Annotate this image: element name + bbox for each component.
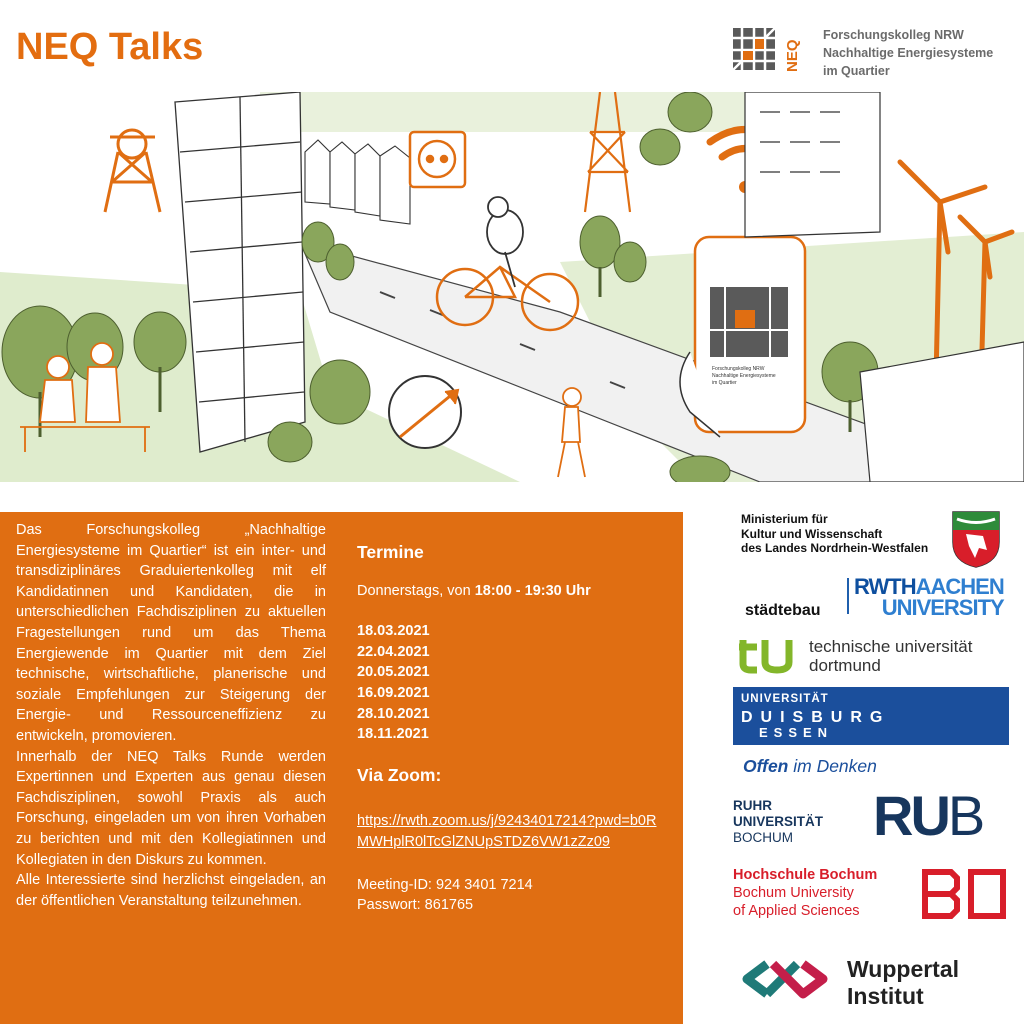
date-item: 22.04.2021	[357, 643, 430, 660]
rwth-aachen: AACHEN	[915, 574, 1004, 599]
hsbo-line-1: Hochschule Bochum	[733, 867, 878, 883]
date-item: 28.10.2021	[357, 705, 430, 722]
magnifier-icon	[389, 376, 461, 448]
ude-slogan-a: Offen	[743, 756, 789, 776]
rub-wordmark	[873, 784, 983, 847]
wuppertal-line-2: Institut	[847, 983, 924, 1009]
schedule-prefix: Donnerstags, von	[357, 582, 475, 599]
rub-line-1: RUHR	[733, 798, 772, 813]
info-panel	[0, 512, 683, 1024]
neq-mark-text: NEQ	[784, 39, 801, 72]
rub-line-3: BOCHUM	[733, 830, 793, 845]
date-item: 18.11.2021	[357, 726, 429, 743]
schedule-time: 18:00 - 19:30 Uhr	[474, 582, 591, 599]
ministry-logo-text	[741, 512, 928, 556]
org-line-2: Nachhaltige Energiesysteme	[823, 46, 994, 60]
hero-illustration	[0, 92, 1024, 482]
wuppertal-line-1: Wuppertal	[847, 956, 960, 982]
rwth-word: RWTH	[854, 574, 916, 599]
rub-line-2: UNIVERSITÄT	[733, 814, 824, 829]
page-title: NEQ Talks	[16, 26, 204, 68]
hsbo-line-3: of Applied Sciences	[733, 903, 860, 919]
zoom-heading: Via Zoom:	[357, 764, 442, 785]
staedtebau-label: städtebau	[745, 602, 821, 619]
power-socket-icon	[410, 132, 465, 187]
meeting-id: Meeting-ID: 924 3401 7214	[357, 876, 533, 893]
rub-wordmark-a: RU	[873, 784, 948, 847]
partner-logos	[683, 482, 1024, 1024]
meeting-password: Passwort: 861765	[357, 897, 474, 914]
rwth-divider	[847, 578, 849, 614]
phone-card-line-3: im Quartier	[712, 380, 737, 386]
tu-dortmund-icon	[739, 634, 797, 674]
houses	[305, 140, 410, 224]
rwth-university: UNIVERSITY	[881, 595, 1004, 620]
smartphone-icon	[680, 237, 805, 437]
mining-tower	[105, 130, 160, 212]
hsbo-bo-icon	[921, 868, 1007, 920]
schedule-column	[357, 542, 667, 916]
date-item: 18.03.2021	[357, 623, 430, 640]
hsbo-logo-text	[733, 866, 877, 920]
neq-grid-icon	[733, 28, 775, 70]
org-name	[823, 26, 993, 80]
termine-heading: Termine	[357, 542, 424, 562]
org-line-1: Forschungskolleg NRW	[823, 28, 964, 42]
ude-top-text: UNIVERSITÄT	[741, 693, 829, 705]
date-item: 20.05.2021	[357, 664, 430, 681]
wuppertal-institut-text	[847, 956, 959, 1010]
date-list	[357, 621, 667, 745]
hsbo-line-2: Bochum University	[733, 885, 854, 901]
tu-dortmund-text	[809, 637, 972, 675]
ude-logo	[733, 687, 1009, 745]
tu-line-2: dortmund	[809, 656, 881, 675]
phone-card-line-1: Forschungskolleg NRW	[712, 366, 765, 372]
rub-logo-text	[733, 798, 823, 846]
date-item: 16.09.2021	[357, 684, 430, 701]
intro-text	[16, 520, 326, 911]
zoom-link[interactable]: https://rwth.zoom.us/j/92434017214?pwd=b0RMWHplR0lTcGlZNUpSTDZ6VW1zZz09	[357, 813, 657, 850]
intro-paragraph-2: Innerhalb der NEQ Talks Runde werden Expertinnen und Experten aus genau diesen Fachdisziplinen, sowohl Praxis als auch Forschung, eingeladen um von ihren Vorhaben zu berichten und mit den Kollegiatinnen und Kollegiaten in den Diskurs zu kommen.	[16, 748, 326, 868]
org-line-3: im Quartier	[823, 64, 890, 78]
ministry-line-1: Ministerium für	[741, 512, 828, 526]
rwth-logo	[854, 576, 1004, 618]
intro-paragraph-3: Alle Interessierte sind herzlichst eingeladen, an der öffentlichen Veranstaltung teilzunehmen.	[16, 872, 326, 909]
intro-paragraph-1: Das Forschungskolleg „Nachhaltige Energiesysteme im Quartier“ ist ein inter- und transdiziplinäres Graduiertenkolleg mit elf Kandidatinnen und Kandidaten, die in unterschiedlichen Fachdisziplinen zu aktuellen Fragestellungen rund um das Thema Energiewende im Quartier mit dem Ziel technische, wirtschaftliche, planerische und soziale Empfehlungen zur Steigerung der Energie- und Ressourceneffizienz zu entwickeln, promovieren.	[16, 522, 326, 744]
schedule-line	[357, 581, 667, 602]
neq-logo	[733, 26, 809, 76]
ude-slogan-b: im Denken	[788, 756, 877, 776]
ude-mid-text: DUISBURG	[741, 709, 891, 726]
tu-line-1: technische universität	[809, 637, 973, 656]
wuppertal-institut-icon	[733, 954, 831, 1004]
nrw-coat-of-arms-icon	[951, 510, 1001, 568]
rub-wordmark-b: B	[947, 784, 983, 847]
ude-slogan	[743, 756, 877, 777]
ministry-line-3: des Landes Nordrhein-Westfalen	[741, 541, 929, 555]
phone-card-line-2: Nachhaltige Energiesysteme	[712, 373, 776, 379]
ministry-line-2: Kultur und Wissenschaft	[741, 526, 883, 541]
ude-bottom-text: ESSEN	[759, 725, 834, 740]
